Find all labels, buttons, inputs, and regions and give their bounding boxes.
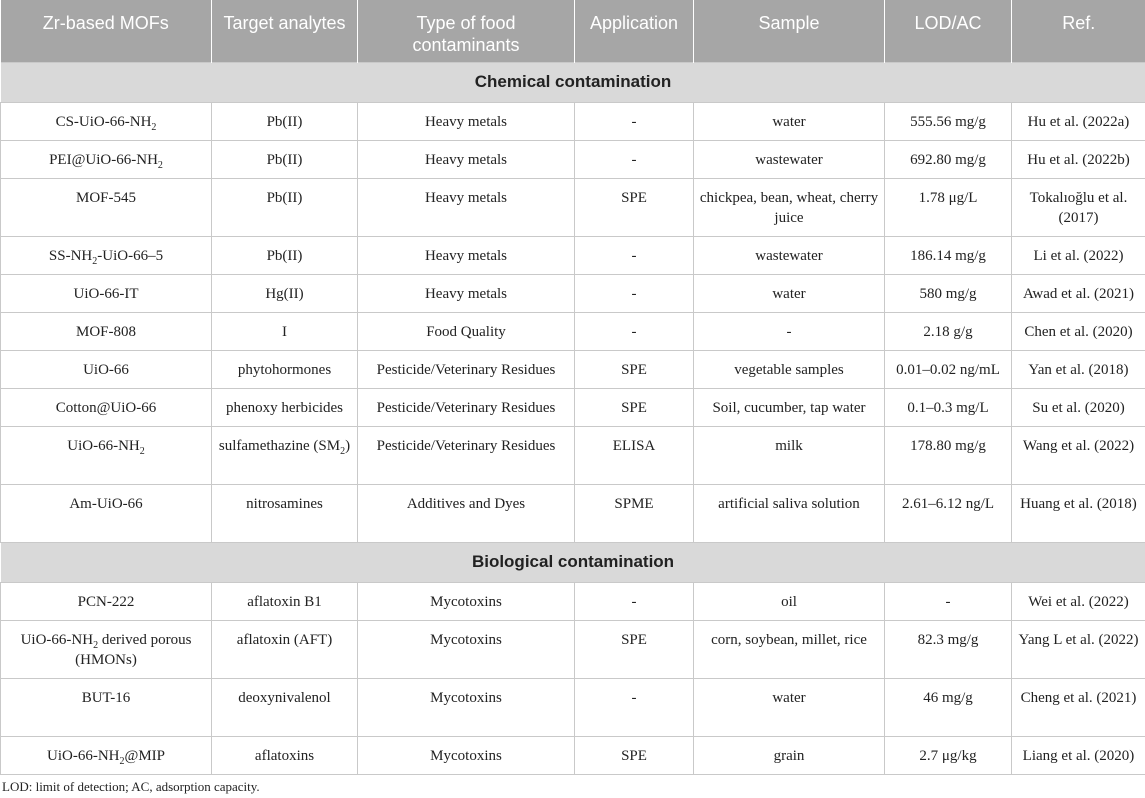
section-title: Biological contamination: [1, 543, 1145, 583]
header-lod-ac: LOD/AC: [885, 0, 1012, 63]
cell-application: -: [575, 313, 694, 351]
cell-ref: Awad et al. (2021): [1012, 275, 1145, 313]
table-row: [1, 737, 1145, 775]
cell-application: SPE: [575, 389, 694, 427]
cell-mof-text: CS-UiO-66-NH: [55, 114, 152, 130]
cell-mof-text: PCN-222: [77, 594, 135, 610]
cell-mof-text: BUT-16: [81, 690, 131, 706]
cell-mof-tail: -UiO-66–5: [97, 248, 164, 264]
cell-sample: water: [694, 103, 885, 141]
cell-mof-text: Am-UiO-66: [69, 496, 143, 512]
cell-analyte-text: nitrosamines: [246, 496, 323, 512]
cell-mof-text: UiO-66-NH: [20, 632, 94, 648]
cell-analyte-text: phytohormones: [237, 362, 332, 378]
cell-mof-tail: @MIP: [124, 748, 165, 764]
cell-lod-ac: 555.56 mg/g: [885, 103, 1012, 141]
table-body: [1, 63, 1145, 775]
cell-mof-text: UiO-66-NH: [47, 748, 120, 764]
cell-mof: [1, 313, 212, 351]
cell-mof: [1, 237, 212, 275]
cell-analyte: [212, 275, 358, 313]
cell-ref: Wang et al. (2022): [1012, 427, 1145, 485]
cell-sample: vegetable samples: [694, 351, 885, 389]
cell-mof: [1, 485, 212, 543]
cell-mof-subscript: 2: [119, 756, 125, 767]
cell-contaminant-type: Heavy metals: [358, 141, 575, 179]
cell-analyte: [212, 351, 358, 389]
cell-application: SPE: [575, 179, 694, 237]
cell-mof-subscript: 2: [151, 122, 157, 133]
cell-application: -: [575, 237, 694, 275]
cell-lod-ac: 2.61–6.12 ng/L: [885, 485, 1012, 543]
table-row: [1, 313, 1145, 351]
cell-lod-ac: 0.1–0.3 mg/L: [885, 389, 1012, 427]
cell-ref: Hu et al. (2022a): [1012, 103, 1145, 141]
cell-contaminant-type: Mycotoxins: [358, 737, 575, 775]
cell-application: SPE: [575, 621, 694, 679]
cell-ref: Li et al. (2022): [1012, 237, 1145, 275]
cell-mof-subscript: 2: [93, 640, 99, 651]
cell-analyte-text: I: [282, 324, 287, 340]
cell-mof: [1, 103, 212, 141]
cell-mof: [1, 389, 212, 427]
cell-ref: Su et al. (2020): [1012, 389, 1145, 427]
cell-analyte: [212, 679, 358, 737]
cell-analyte: [212, 103, 358, 141]
header-sample: Sample: [694, 0, 885, 63]
cell-analyte-text: aflatoxin (AFT): [236, 632, 333, 648]
cell-mof-text: SS-NH: [48, 248, 93, 264]
cell-analyte: [212, 621, 358, 679]
cell-contaminant-type: Mycotoxins: [358, 583, 575, 621]
cell-application: -: [575, 103, 694, 141]
cell-analyte-subscript: 2: [340, 446, 346, 457]
table-row: [1, 583, 1145, 621]
cell-application: -: [575, 583, 694, 621]
cell-lod-ac: 186.14 mg/g: [885, 237, 1012, 275]
header-application: Application: [575, 0, 694, 63]
cell-mof-text: MOF-545: [75, 190, 136, 206]
cell-contaminant-type: Additives and Dyes: [358, 485, 575, 543]
cell-sample: water: [694, 679, 885, 737]
table-row: [1, 103, 1145, 141]
cell-sample: grain: [694, 737, 885, 775]
cell-analyte: [212, 389, 358, 427]
table-row: [1, 679, 1145, 737]
cell-sample: wastewater: [694, 237, 885, 275]
cell-mof-text: MOF-808: [75, 324, 136, 340]
cell-lod-ac: 580 mg/g: [885, 275, 1012, 313]
cell-application: -: [575, 141, 694, 179]
cell-contaminant-type: Pesticide/Veterinary Residues: [358, 427, 575, 485]
cell-analyte: [212, 179, 358, 237]
cell-ref: Liang et al. (2020): [1012, 737, 1145, 775]
table-row: [1, 351, 1145, 389]
cell-sample: oil: [694, 583, 885, 621]
cell-mof-subscript: 2: [157, 160, 163, 171]
cell-sample: corn, soybean, millet, rice: [694, 621, 885, 679]
cell-mof-tail: derived porous (HMONs): [75, 632, 192, 668]
header-row: [1, 0, 1145, 63]
cell-analyte: [212, 427, 358, 485]
cell-sample: -: [694, 313, 885, 351]
table-row: [1, 141, 1145, 179]
cell-mof-text: UiO-66: [83, 362, 129, 378]
cell-sample: chickpea, bean, wheat, cherry juice: [694, 179, 885, 237]
cell-mof: [1, 179, 212, 237]
cell-analyte-text: aflatoxin B1: [247, 594, 322, 610]
cell-contaminant-type: Heavy metals: [358, 275, 575, 313]
cell-analyte-text: sulfamethazine (SM: [218, 438, 341, 454]
cell-analyte-text: aflatoxins: [254, 748, 315, 764]
cell-lod-ac: -: [885, 583, 1012, 621]
cell-lod-ac: 692.80 mg/g: [885, 141, 1012, 179]
cell-mof: [1, 583, 212, 621]
section-title: Chemical contamination: [1, 63, 1145, 103]
cell-contaminant-type: Food Quality: [358, 313, 575, 351]
cell-analyte-text: deoxynivalenol: [238, 690, 331, 706]
cell-analyte: [212, 141, 358, 179]
cell-analyte-text: phenoxy herbicides: [225, 400, 344, 416]
cell-mof-text: UiO-66-IT: [73, 286, 139, 302]
table-row: [1, 621, 1145, 679]
cell-ref: Hu et al. (2022b): [1012, 141, 1145, 179]
cell-mof: [1, 351, 212, 389]
cell-ref: Huang et al. (2018): [1012, 485, 1145, 543]
section-row: [1, 543, 1145, 583]
header-contaminant-type: Type of food contaminants: [358, 0, 575, 63]
cell-lod-ac: 0.01–0.02 ng/mL: [885, 351, 1012, 389]
cell-ref: Wei et al. (2022): [1012, 583, 1145, 621]
cell-analyte-text: Pb(II): [266, 152, 303, 168]
cell-mof: [1, 275, 212, 313]
cell-analyte-tail: ): [345, 438, 351, 454]
header-mofs: Zr-based MOFs: [1, 0, 212, 63]
cell-analyte-text: Pb(II): [266, 114, 303, 130]
header-analytes: Target analytes: [212, 0, 358, 63]
cell-application: -: [575, 275, 694, 313]
cell-ref: Yan et al. (2018): [1012, 351, 1145, 389]
cell-sample: artificial saliva solution: [694, 485, 885, 543]
cell-analyte: [212, 313, 358, 351]
cell-mof: [1, 621, 212, 679]
cell-analyte-text: Pb(II): [266, 190, 303, 206]
cell-contaminant-type: Heavy metals: [358, 103, 575, 141]
header-ref: Ref.: [1012, 0, 1145, 63]
table-row: [1, 237, 1145, 275]
cell-contaminant-type: Heavy metals: [358, 179, 575, 237]
cell-analyte: [212, 583, 358, 621]
table-row: [1, 427, 1145, 485]
table-row: [1, 179, 1145, 237]
cell-lod-ac: 82.3 mg/g: [885, 621, 1012, 679]
cell-application: SPE: [575, 737, 694, 775]
cell-lod-ac: 2.7 μg/kg: [885, 737, 1012, 775]
cell-sample: milk: [694, 427, 885, 485]
cell-sample: wastewater: [694, 141, 885, 179]
cell-mof: [1, 141, 212, 179]
cell-mof-subscript: 2: [92, 256, 98, 267]
table-row: [1, 275, 1145, 313]
cell-sample: water: [694, 275, 885, 313]
cell-analyte-text: Pb(II): [266, 248, 303, 264]
cell-contaminant-type: Pesticide/Veterinary Residues: [358, 351, 575, 389]
table-row: [1, 485, 1145, 543]
cell-ref: Yang L et al. (2022): [1012, 621, 1145, 679]
cell-mof-text: PEI@UiO-66-NH: [49, 152, 158, 168]
cell-mof: [1, 737, 212, 775]
cell-lod-ac: 46 mg/g: [885, 679, 1012, 737]
cell-application: ELISA: [575, 427, 694, 485]
cell-contaminant-type: Mycotoxins: [358, 679, 575, 737]
cell-ref: Chen et al. (2020): [1012, 313, 1145, 351]
cell-ref: Cheng et al. (2021): [1012, 679, 1145, 737]
cell-mof-text: Cotton@UiO-66: [55, 400, 157, 416]
cell-lod-ac: 2.18 g/g: [885, 313, 1012, 351]
cell-lod-ac: 178.80 mg/g: [885, 427, 1012, 485]
cell-mof-subscript: 2: [139, 446, 145, 457]
cell-sample: Soil, cucumber, tap water: [694, 389, 885, 427]
cell-application: SPME: [575, 485, 694, 543]
section-row: [1, 63, 1145, 103]
cell-application: SPE: [575, 351, 694, 389]
cell-ref: Tokalıoğlu et al. (2017): [1012, 179, 1145, 237]
cell-analyte: [212, 237, 358, 275]
cell-lod-ac: 1.78 μg/L: [885, 179, 1012, 237]
cell-contaminant-type: Mycotoxins: [358, 621, 575, 679]
cell-application: -: [575, 679, 694, 737]
table-row: [1, 389, 1145, 427]
footnote: LOD: limit of detection; AC, adsorption capacity.: [2, 779, 260, 794]
cell-mof-text: UiO-66-NH: [67, 438, 140, 454]
cell-analyte: [212, 485, 358, 543]
cell-analyte-text: Hg(II): [265, 286, 304, 302]
cell-contaminant-type: Heavy metals: [358, 237, 575, 275]
cell-analyte: [212, 737, 358, 775]
cell-mof: [1, 679, 212, 737]
cell-contaminant-type: Pesticide/Veterinary Residues: [358, 389, 575, 427]
cell-mof: [1, 427, 212, 485]
